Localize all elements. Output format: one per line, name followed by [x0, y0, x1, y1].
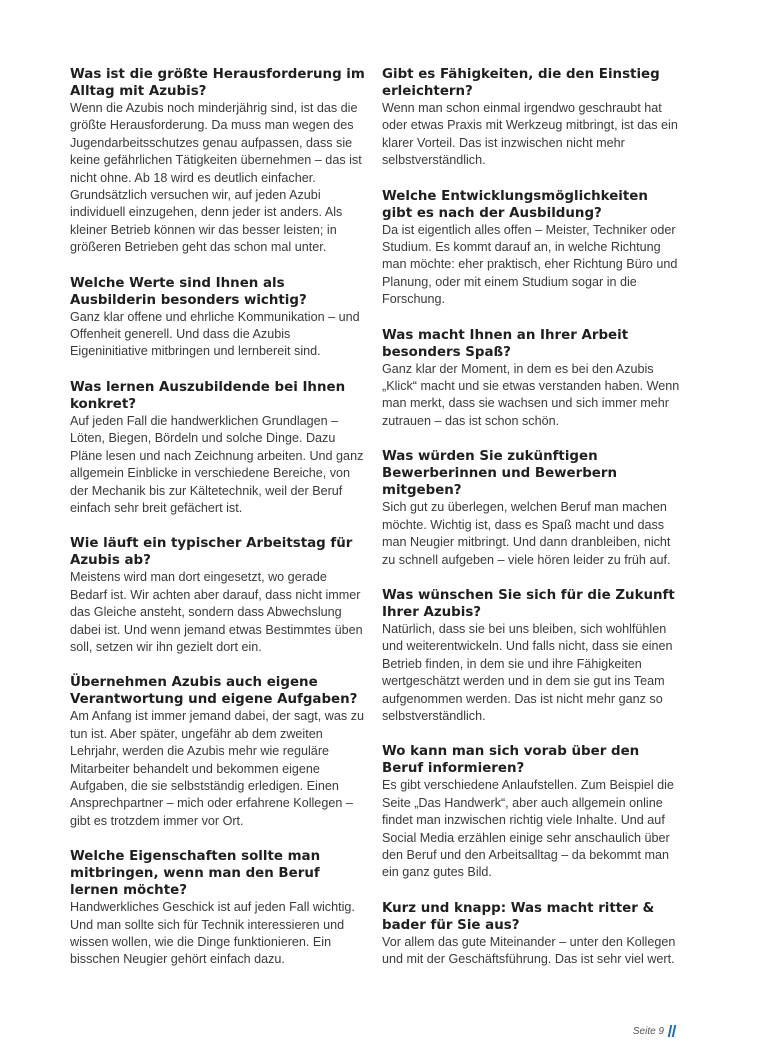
qa-item [70, 275, 366, 361]
qa-item [70, 674, 366, 830]
page-marker-bars-icon [669, 1025, 675, 1037]
answer-text: Handwerkliches Geschick ist auf jeden Fall wichtig. Und man sollte sich für Technik interessieren und wissen wollen, wie die Dinge funktionieren. Ein bisschen Neugier gehört einfach dazu. [70, 900, 355, 967]
answer-text: Ganz klar offene und ehrliche Kommunikation – und Offenheit generell. Und dass die Azubis Eigeninitiative mitbringen und lernbereit sind. [70, 309, 360, 359]
question-heading: Kurz und knapp: Was macht ritter & bader für Sie aus? [382, 900, 655, 933]
answer-text: Wenn die Azubis noch minderjährig sind, ist das die größte Herausforderung. Da muss man wegen des Jugendarbeitsschutzes genau aufpassen, dass sie keine gefährlichen Tätigkeiten übernehmen – das ist nicht ohne. Ab 18 wird es deutlich einfacher. Grundsätzlich versuchen wir, auf jeden Azubi individuell einzugehen, denn jeder ist anders. Als kleiner Betrieb können wir das besser leisten; in größeren Betrieben geht das schon mal unter. [70, 101, 362, 255]
question-heading: Welche Werte sind Ihnen als Ausbilderin besonders wichtig? [70, 275, 307, 308]
answer-text: Meistens wird man dort eingesetzt, wo gerade Bedarf ist. Wir achten aber darauf, dass nicht immer das Gleiche ansteht, sondern dass Abwechslung dabei ist. Und wenn jemand etwas Bestimmtes üben soll, setzen wir ihn gezielt dort ein. [70, 570, 363, 654]
question-heading: Was macht Ihnen an Ihrer Arbeit besonders Spaß? [382, 327, 629, 360]
qa-item [382, 900, 680, 969]
qa-item [382, 66, 680, 170]
question-heading: Was lernen Auszubildende bei Ihnen konkret? [70, 379, 346, 412]
qa-item [70, 379, 366, 517]
answer-text: Natürlich, dass sie bei uns bleiben, sich wohlfühlen und weiterentwickeln. Und falls nicht, dass sie einen Betrieb finden, in dem sie und ihre Fähigkeiten wertgeschätzt werden und in dem sie gut ins Team aufgenommen werden. Das ist nicht mehr ganz so selbstverständlich. [382, 621, 673, 723]
qa-item [382, 743, 680, 881]
answer-text: Vor allem das gute Miteinander – unter den Kollegen und mit der Geschäftsführung. Das ist sehr viel wert. [382, 934, 676, 967]
question-heading: Gibt es Fähigkeiten, die den Einstieg erleichtern? [382, 67, 660, 99]
page-footer [633, 1025, 675, 1037]
answer-text: Da ist eigentlich alles offen – Meister, Techniker oder Studium. Es kommt darauf an, in welche Richtung man möchte: eher praktisch, eher Richtung Büro und Planung, oder mit einem Studium sogar in die Forschung. [382, 222, 678, 307]
question-heading: Wie läuft ein typischer Arbeitstag für Azubis ab? [70, 536, 353, 569]
question-heading: Was wünschen Sie sich für die Zukunft Ihrer Azubis? [382, 587, 675, 620]
question-heading: Welche Eigenschaften sollte man mitbringen, wenn man den Beruf lernen möchte? [70, 849, 321, 899]
left-column [70, 66, 366, 987]
qa-item [382, 587, 680, 725]
qa-item [382, 448, 680, 569]
qa-item [70, 848, 366, 969]
answer-text: Am Anfang ist immer jemand dabei, der sagt, was zu tun ist. Aber später, ungefähr ab dem zweiten Lehrjahr, werden die Azubis mehr wie reguläre Mitarbeiter behandelt und bekommen eigene Aufgaben, die sie selbstständig erledigen. Einen Ansprechpartner – mich oder erfahrene Kollegen – gibt es trotzdem immer vor Ort. [70, 709, 364, 828]
answer-text: Es gibt verschiedene Anlaufstellen. Zum Beispiel die Seite „Das Handwerk“, aber auch allgemein online findet man inzwischen richtig viele Inhalte. Und auf Social Media erzählen einige sehr anschaulich über den Beruf und den Arbeitsalltag – da bekommt man ein ganz gutes Bild. [382, 778, 674, 880]
qa-item [382, 188, 680, 309]
question-heading: Übernehmen Azubis auch eigene Verantwortung und eigene Aufgaben? [70, 675, 358, 708]
answer-text: Auf jeden Fall die handwerklichen Grundlagen – Löten, Biegen, Bördeln und solche Dinge. Dazu Pläne lesen und nach Zeichnung arbeiten. Und ganz allgemein Einblicke in verschiedene Bereiche, von der Mechanik bis zur Kältetechnik, weil der Beruf einfach sehr breit gefächert ist. [70, 413, 364, 515]
answer-text: Sich gut zu überlegen, welchen Beruf man machen möchte. Wichtig ist, dass es Spaß macht und dass man Neugier mitbringt. Und dann dranbleiben, nicht zu schnell aufgeben – viele hören leider zu früh auf. [382, 500, 671, 567]
qa-item [382, 327, 680, 431]
question-heading: Wo kann man sich vorab über den Beruf informieren? [382, 744, 640, 777]
answer-text: Ganz klar der Moment, in dem es bei den Azubis „Klick“ macht und sie etwas verstanden haben. Wenn man merkt, dass sie wachsen und sich immer mehr zutrauen – das ist schon schön. [382, 361, 680, 428]
question-heading: Was würden Sie zukünftigen Bewerberinnen und Bewerbern mitgeben? [382, 449, 618, 499]
qa-item [70, 535, 366, 656]
page-marker-bar [672, 1025, 677, 1037]
right-column [382, 66, 680, 987]
page-number: Seite 9 [632, 1025, 664, 1037]
qa-item [70, 66, 366, 257]
question-heading: Welche Entwicklungsmöglichkeiten gibt es nach der Ausbildung? [382, 188, 648, 221]
answer-text: Wenn man schon einmal irgendwo geschraubt hat oder etwas Praxis mit Werkzeug mitbringt, ist das ein klarer Vorteil. Das ist inzwischen nicht mehr selbstverständlich. [382, 101, 678, 168]
question-heading: Was ist die größte Herausforderung im Alltag mit Azubis? [70, 67, 365, 99]
